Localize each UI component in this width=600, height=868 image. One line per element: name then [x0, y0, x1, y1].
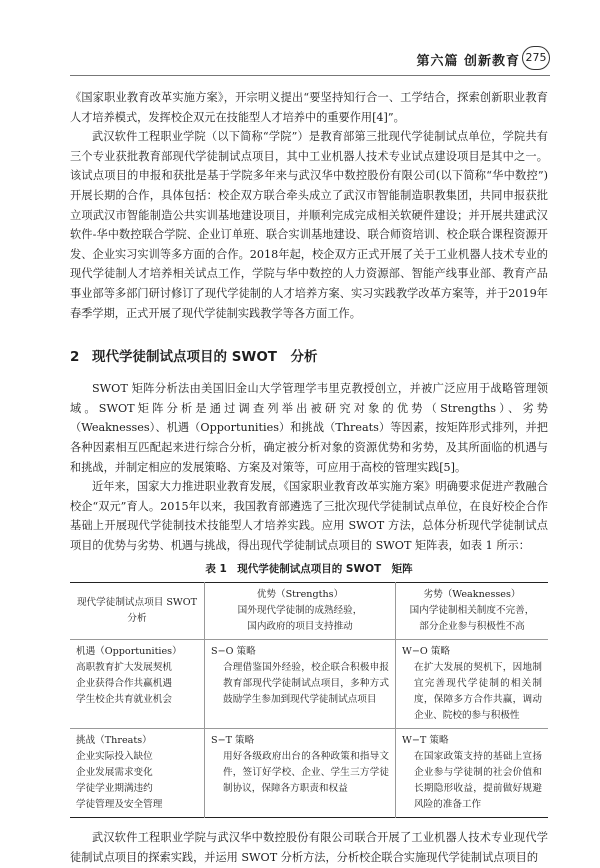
wt-strategy-body: 在国家政策支持的基础上宣扬企业参与学徒制的社会价值和长期隐形收益，提前做好规避风险的准备工作	[414, 751, 542, 811]
so-strategy-cell	[205, 640, 396, 729]
table-caption: 表 1 现代学徒制试点项目的 SWOT 矩阵	[205, 563, 413, 576]
paragraph-intro: 《国家职业教育改革实施方案》，开宗明义提出“要坚持知行合一、工学结合，探索创新职业教育人才培养模式，发挥校企双元在技能型人才培养中的重要作用[4]”。	[70, 91, 548, 124]
section-title: 现代学徒制试点项目的 SWOT 分析	[92, 349, 318, 366]
page-number: 275	[522, 46, 550, 70]
st-strategy-cell	[205, 729, 396, 818]
threats-header: 挑战（Threats）	[76, 735, 152, 747]
opportunities-cell	[70, 640, 205, 729]
threats-cell	[70, 729, 205, 818]
section-number: 2	[70, 349, 80, 366]
strengths-header: 优势（Strengths）	[256, 589, 344, 601]
weaknesses-item: 国内学徒制相关制度不完善，	[409, 605, 535, 617]
table-row	[70, 729, 548, 818]
running-header	[0, 44, 600, 74]
wo-strategy-title: W−O 策略	[402, 646, 451, 658]
header-rule	[70, 75, 550, 76]
wo-strategy-body: 在扩大发展的契机下，因地制宜完善现代学徒制的相关制度，保障多方合作共赢，调动企业、院校的参与积极性	[414, 662, 542, 722]
weaknesses-item: 部分企业参与积极性不高	[419, 621, 525, 633]
table-row	[70, 583, 548, 640]
opportunities-item: 学生校企共育就业机会	[76, 694, 172, 706]
paragraph-practice: 武汉软件工程职业学院与武汉华中数控股份有限公司联合开展了工业机器人技术专业现代学徒制试点项目的探索实践，并运用 SWOT 分析方法，分析校企联合实施现代学徒制试点项目的	[70, 831, 548, 865]
paragraph-policy: 近年来，国家大力推进职业教育发展，《国家职业教育改革实施方案》明确要求促进产教融合校企“双元”育人。2015年以来，我国教育部遴选了三批次现代学徒制试点单位，在良好校企合作基础上开展现代学徒制技术技能型人才培养实践。应用 SWOT 方法，总体分析现代学徒制试点项目的优势与劣势、机遇与挑战，得出现代学徒制试点项目的 SWOT 矩阵表，如表 1 所示：	[70, 480, 548, 552]
weaknesses-header: 劣势（Weaknesses）	[423, 589, 521, 601]
strengths-item: 国外现代学徒制的成熟经验，	[237, 605, 363, 617]
so-strategy-title: S−O 策略	[211, 646, 256, 658]
wt-strategy-cell	[396, 729, 549, 818]
strengths-item: 国内政府的项目支持推动	[247, 621, 353, 633]
st-strategy-body: 用好各级政府出台的各种政策和指导文件，签订好学校、企业、学生三方学徒制协议，保障各方职责和权益	[223, 751, 389, 795]
chapter-title: 第六篇 创新教育	[416, 54, 520, 69]
strengths-cell	[205, 583, 396, 640]
opportunities-item: 企业获得合作共赢机遇	[76, 678, 172, 690]
paragraph-college: 武汉软件工程职业学院（以下简称“学院”）是教育部第三批现代学徒制试点单位，学院共有三个专业获批教育部现代学徒制试点项目，其中工业机器人技术专业试点建设项目是其中之一。该试点项目的申报和获批是基于学院多年来与武汉华中数控股份有限公司(以下简称“华中数控”)开展长期的合作，具体包括：校企双方联合牵头成立了武汉市智能制造职教集团，共同申报获批立项武汉市智能制造公共实训基地建设项目，并顺利完成完成相关软硬件建设；并开展共建武汉软件-华中数控联合学院、企业订单班、联合实训基地建设、联合师资培训、校企联合课程资源开发、企业实习实训等多方面的合作。2018年起，校企双方正式开展了关于工业机器人技术专业的现代学徒制人才培养相关试点工作，学院与华中数控的人力资源部、智能产线事业部、教育产品事业部等多部门研讨修订了现代学徒制的人才培养方案、实习实践教学改革方案等，并于2019年春季学期，正式开展了现代学徒制实践教学等各方面工作。	[70, 130, 548, 320]
opportunities-item: 高职教育扩大发展契机	[76, 662, 172, 674]
st-strategy-title: S−T 策略	[211, 735, 255, 747]
so-strategy-body: 合理借鉴国外经验，校企联合积极申报教育部现代学徒制试点项目，多种方式鼓励学生参加到现代学徒制试点项目	[223, 662, 389, 706]
page-body	[70, 88, 548, 868]
threats-item: 企业实际投入缺位	[76, 751, 153, 763]
wo-strategy-cell	[396, 640, 549, 729]
opportunities-header: 机遇（Opportunities）	[76, 646, 182, 658]
table-row	[70, 640, 548, 729]
wt-strategy-title: W−T 策略	[402, 735, 449, 747]
section-heading	[70, 345, 548, 365]
threats-item: 企业发展需求变化	[76, 767, 153, 779]
weaknesses-cell	[396, 583, 549, 640]
paragraph-swot-intro: SWOT 矩阵分析法由美国旧金山大学管理学韦里克教授创立，并被广泛应用于战略管理领域。SWOT矩阵分析是通过调查列举出被研究对象的优势（Strengths）、劣势（Weaknesses）、机遇（Opportunities）和挑战（Threats）等因素，按矩阵形式排列，并把各种因素相互匹配起来进行综合分析，确定被分析对象的资源优势和劣势，及其所面临的机遇与和挑战，并制定相应的发展策略、方案及对策等，可应用于高校的管理实践[5]。	[70, 382, 548, 474]
threats-item: 学徒管理及安全管理	[76, 799, 163, 811]
swot-table	[70, 582, 548, 818]
table-corner: 现代学徒制试点项目 SWOT 分析	[70, 583, 205, 640]
threats-item: 学徒学业期满违约	[76, 783, 153, 795]
